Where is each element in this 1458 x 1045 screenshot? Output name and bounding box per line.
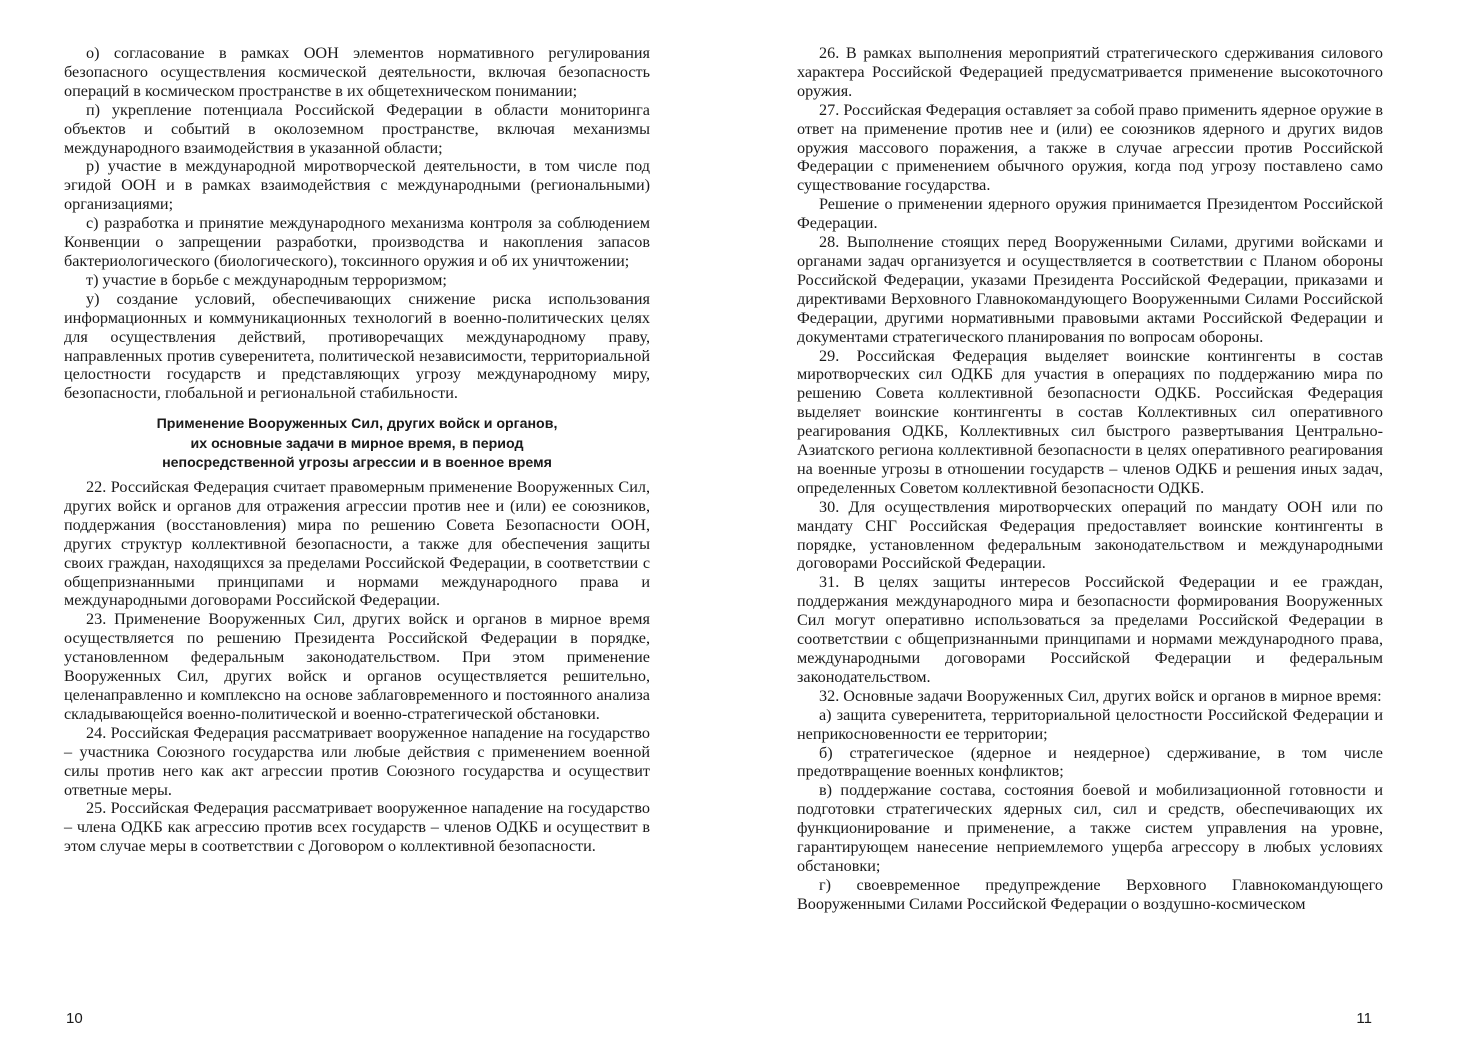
paragraph: 29. Российская Федерация выделяет воинские контингенты в состав миротворческих сил ОДКБ для участия в операциях по поддержанию мира по решению Совета коллективной безопасности ОДКБ. Российская Федерация выделяет воинские контингенты в состав Коллективных сил оперативного реагирования ОДКБ, Коллективных сил быстрого развертывания Центрально-Азиатского региона коллективной безопасности в целях оперативного реагирования на военные угрозы в отношении государств – членов ОДКБ и решения иных задач, определенных Советом коллективной безопасности ОДКБ.	[797, 346, 1383, 497]
right-page-text	[797, 44, 1383, 914]
paragraph: в) поддержание состава, состояния боевой и мобилизационной готовности и подготовки стратегических ядерных сил, сил и средств, обеспечивающих их функционирование и применение, а также систем управления на уровне, гарантирующем нанесение неприемлемого ущерба агрессору в любых условиях обстановки;	[797, 781, 1383, 875]
paragraph: у) создание условий, обеспечивающих снижение риска использования информационных и коммуникационных технологий в военно-политических целях для осуществления действий, противоречащих международному праву, направленных против суверенитета, политической независимости, территориальной целостности государств и представляющих угрозу международному миру, безопасности, глобальной и региональной стабильности.	[64, 289, 650, 403]
page-number: 11	[1356, 1010, 1372, 1027]
right-page	[729, 0, 1458, 1045]
paragraph: о) согласование в рамках ООН элементов нормативного регулирования безопасного осуществления космической деятельности, включая безопасность операций в космическом пространстве в их общетехническом понимании;	[64, 44, 650, 100]
section-heading	[64, 415, 650, 474]
paragraph: 24. Российская Федерация рассматривает вооруженное нападение на государство – участника Союзного государства или любые действия с применением военной силы против него как акт агрессии против Союзного государства и осуществит ответные меры.	[64, 723, 650, 799]
heading-line: их основные задачи в мирное время, в период	[190, 435, 524, 452]
left-page-text	[64, 44, 650, 856]
paragraph: 26. В рамках выполнения мероприятий стратегического сдерживания силового характера Российской Федерацией предусматривается применение высокоточного оружия.	[797, 44, 1383, 100]
paragraph: г) своевременное предупреждение Верховного Главнокомандующего Вооруженными Силами Российской Федерации о воздушно-космическом	[797, 875, 1383, 913]
paragraph: 27. Российская Федерация оставляет за собой право применить ядерное оружие в ответ на применение против нее и (или) ее союзников ядерного и других видов оружия массового поражения, а также в случае агрессии против Российской Федерации с применением обычного оружия, когда под угрозу поставлено само существование государства.	[797, 100, 1383, 195]
paragraph: с) разработка и принятие международного механизма контроля за соблюдением Конвенции о запрещении разработки, производства и накопления запасов бактериологического (биологического), токсинного оружия и об их уничтожении;	[64, 214, 650, 270]
paragraph: п) укрепление потенциала Российской Федерации в области мониторинга объектов и событий в околоземном пространстве, включая механизмы международного взаимодействия в указанной области;	[64, 100, 650, 157]
paragraph: 30. Для осуществления миротворческих операций по мандату ООН или по мандату СНГ Российская Федерация предоставляет воинские контингенты в порядке, установленном федеральным законодательством и международными договорами Российской Федерации.	[797, 497, 1383, 573]
paragraph: 22. Российская Федерация считает правомерным применение Вооруженных Сил, других войск и органов для отражения агрессии против нее и (или) ее союзников, поддержания (восстановления) мира по решению Совета Безопасности ООН, других структур коллективной безопасности, а также для обеспечения защиты своих граждан, находящихся за пределами Российской Федерации, в соответствии с общепризнанными принципами и нормами международного права и международными договорами Российской Федерации.	[64, 478, 650, 610]
paragraph: 28. Выполнение стоящих перед Вооруженными Силами, другими войсками и органами задач организуется и осуществляется в соответствии с Планом обороны Российской Федерации, указами Президента Российской Федерации, приказами и директивами Верховного Главнокомандующего Вооруженными Силами Российской Федерации, другими нормативными правовыми актами Российской Федерации и документами стратегического планирования по вопросам обороны.	[797, 233, 1383, 346]
paragraph: 31. В целях защиты интересов Российской Федерации и ее граждан, поддержания международного мира и безопасности формирования Вооруженных Сил могут оперативно использоваться за пределами Российской Федерации в соответствии с общепризнанными принципами и нормами международного права, международными договорами Российской Федерации и федеральным законодательством.	[797, 573, 1383, 686]
paragraph: р) участие в международной миротворческой деятельности, в том числе под эгидой ООН и в рамках взаимодействия с международными (региональными) организациями;	[64, 157, 650, 214]
paragraph: Решение о применении ядерного оружия принимается Президентом Российской Федерации.	[797, 195, 1383, 233]
paragraph: 32. Основные задачи Вооруженных Сил, других войск и органов в мирное время:	[819, 686, 1382, 705]
paragraph: 23. Применение Вооруженных Сил, других войск и органов в мирное время осуществляется по решению Президента Российской Федерации в порядке, установленном федеральным законодательством. При этом применение Вооруженных Сил, других войск и органов осуществляется решительно, целенаправленно и комплексно на основе заблаговременного и постоянного анализа складывающейся военно-политической и военно-стратегической обстановки.	[64, 610, 650, 723]
paragraph: а) защита суверенитета, территориальной целостности Российской Федерации и неприкосновенности ее территории;	[797, 705, 1383, 743]
heading-line: Применение Вооруженных Сил, других войск и органов,	[156, 416, 558, 433]
heading-line: непосредственной угрозы агрессии и в военное время	[162, 455, 552, 472]
paragraph: т) участие в борьбе с международным терроризмом;	[86, 270, 447, 289]
paragraph: б) стратегическое (ядерное и неядерное) сдерживание, в том числе предотвращение военных конфликтов;	[797, 743, 1383, 781]
paragraph: 25. Российская Федерация рассматривает вооруженное нападение на государство – члена ОДКБ как агрессию против всех государств – членов ОДКБ и осуществит в этом случае меры в соответствии с Договором о коллективной безопасности.	[64, 799, 650, 856]
page-number: 10	[66, 1010, 83, 1027]
